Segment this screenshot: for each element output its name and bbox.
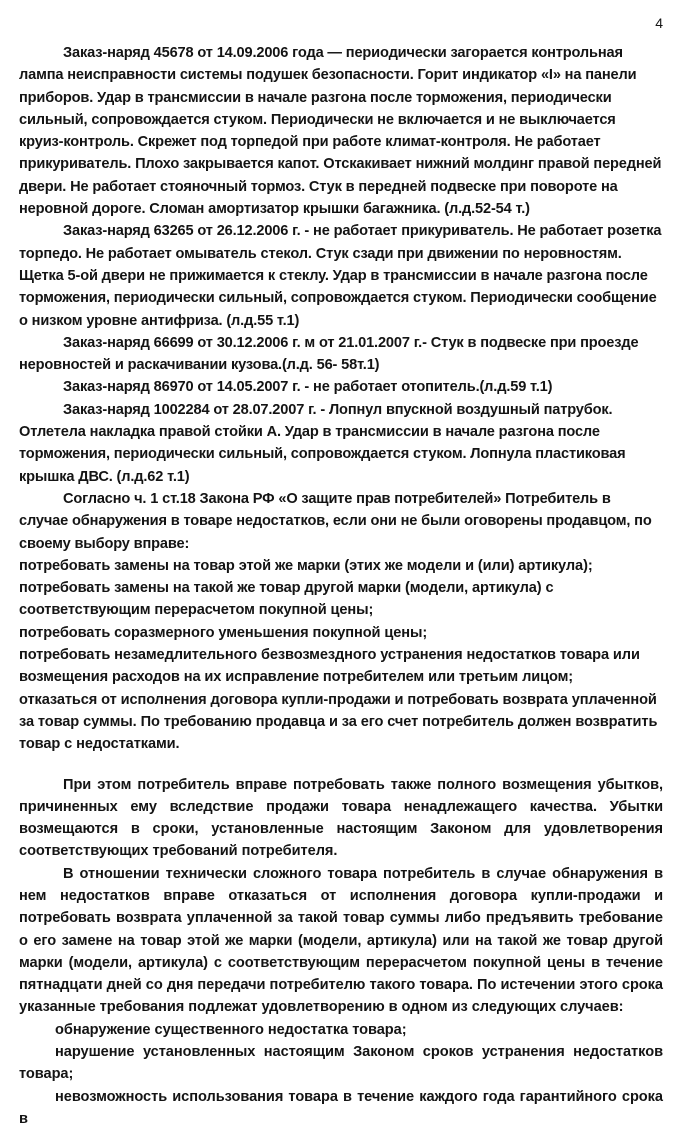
right-item-replace-other: потребовать замены на такой же товар другой марки (модели, артикула) с соответствующим перерасчетом покупной цены; (19, 577, 663, 622)
legal-text-section (19, 774, 663, 1130)
case-item-significant-defect: обнаружение существенного недостатка товара; (19, 1019, 663, 1041)
complex-goods-paragraph: В отношении технически сложного товара потребитель в случае обнаружения в нем недостатков вправе отказаться от исполнения договора купли-продажи и потребовать возврата уплаченной за такой товар суммы либо предъявить требование о его замене на товар этой же марки (модели, артикула) или на такой же товар другой марки (модели, артикула) с соответствующим перерасчетом покупной цены в течение пятнадцати дней со дня передачи потребителю такого товара. По истечении этого срока указанные требования подлежат удовлетворению в одном из следующих случаев: (19, 863, 663, 1019)
paragraph-gap (19, 756, 663, 774)
consumer-rights-list (19, 555, 663, 756)
right-item-replace-same: потребовать замены на товар этой же марки (этих же модели и (или) артикула); (19, 555, 663, 577)
work-order-1002284: Заказ-наряд 1002284 от 28.07.2007 г. - Лопнул впускной воздушный патрубок. Отлетела накладка правой стойки А. Удар в трансмиссии в начале разгона после торможения, периодически сильный, сопровождается стуком. Лопнула пластиковая крышка ДВС. (л.д.62 т.1) (19, 399, 663, 488)
damages-paragraph: При этом потребитель вправе потребовать также полного возмещения убытков, причиненных ему вследствие продажи товара ненадлежащего качества. Убытки возмещаются в сроки, установленные настоящим Законом для удовлетворения соответствующих требований потребителя. (19, 774, 663, 863)
right-item-price-reduction: потребовать соразмерного уменьшения покупной цены; (19, 622, 663, 644)
work-order-63265: Заказ-наряд 63265 от 26.12.2006 г. - не работает прикуриватель. Не работает розетка торпедо. Не работает омыватель стекол. Стук сзади при движении по неровностям. Щетка 5-ой двери не прижимается к стеклу. Удар в трансмиссии в начале разгона после торможения, периодически сильный, сопровождается стуком. Периодически сообщение о низком уровне антифриза. (л.д.55 т.1) (19, 220, 663, 331)
case-item-usage-impossible: невозможность использования товара в течение каждого года гарантийного срока в (19, 1086, 663, 1130)
right-item-refund: отказаться от исполнения договора купли-продажи и потребовать возврата уплаченной за товар суммы. По требованию продавца и за его счет потребитель должен возвратить товар с недостатками. (19, 689, 663, 756)
work-order-86970: Заказ-наряд 86970 от 14.05.2007 г. - не работает отопитель.(л.д.59 т.1) (19, 376, 663, 398)
work-order-66699: Заказ-наряд 66699 от 30.12.2006 г. м от 21.01.2007 г.- Стук в подвеске при проезде неровностей и раскачивании кузова.(л.д. 56- 58т.1) (19, 332, 663, 377)
right-item-repair: потребовать незамедлительного безвозмездного устранения недостатков товара или возмещения расходов на их исправление потребителем или третьим лицом; (19, 644, 663, 689)
law-intro-paragraph: Согласно ч. 1 ст.18 Закона РФ «О защите прав потребителей» Потребитель в случае обнаружения в товаре недостатков, если они не были оговорены продавцом, по своему выбору вправе: (19, 488, 663, 555)
work-order-45678: Заказ-наряд 45678 от 14.09.2006 года — периодически загорается контрольная лампа неисправности системы подушек безопасности. Горит индикатор «I» на панели приборов. Удар в трансмиссии в начале разгона после торможения, периодически сильный, сопровождается стуком. Периодически не включается и не выключается круиз-контроль. Скрежет под торпедой при работе климат-контроля. Не работает прикуриватель. Плохо закрывается капот. Отскакивает нижний молдинг правой передней двери. Не работает стояночный тормоз. Стук в передней подвеске при повороте на неровной дороге. Сломан амортизатор крышки багажника. (л.д.52-54 т.) (19, 42, 663, 220)
case-item-repair-deadline: нарушение установленных настоящим Законом сроков устранения недостатков товара; (19, 1041, 663, 1086)
work-orders-section (19, 42, 663, 555)
page-number: 4 (655, 14, 663, 32)
